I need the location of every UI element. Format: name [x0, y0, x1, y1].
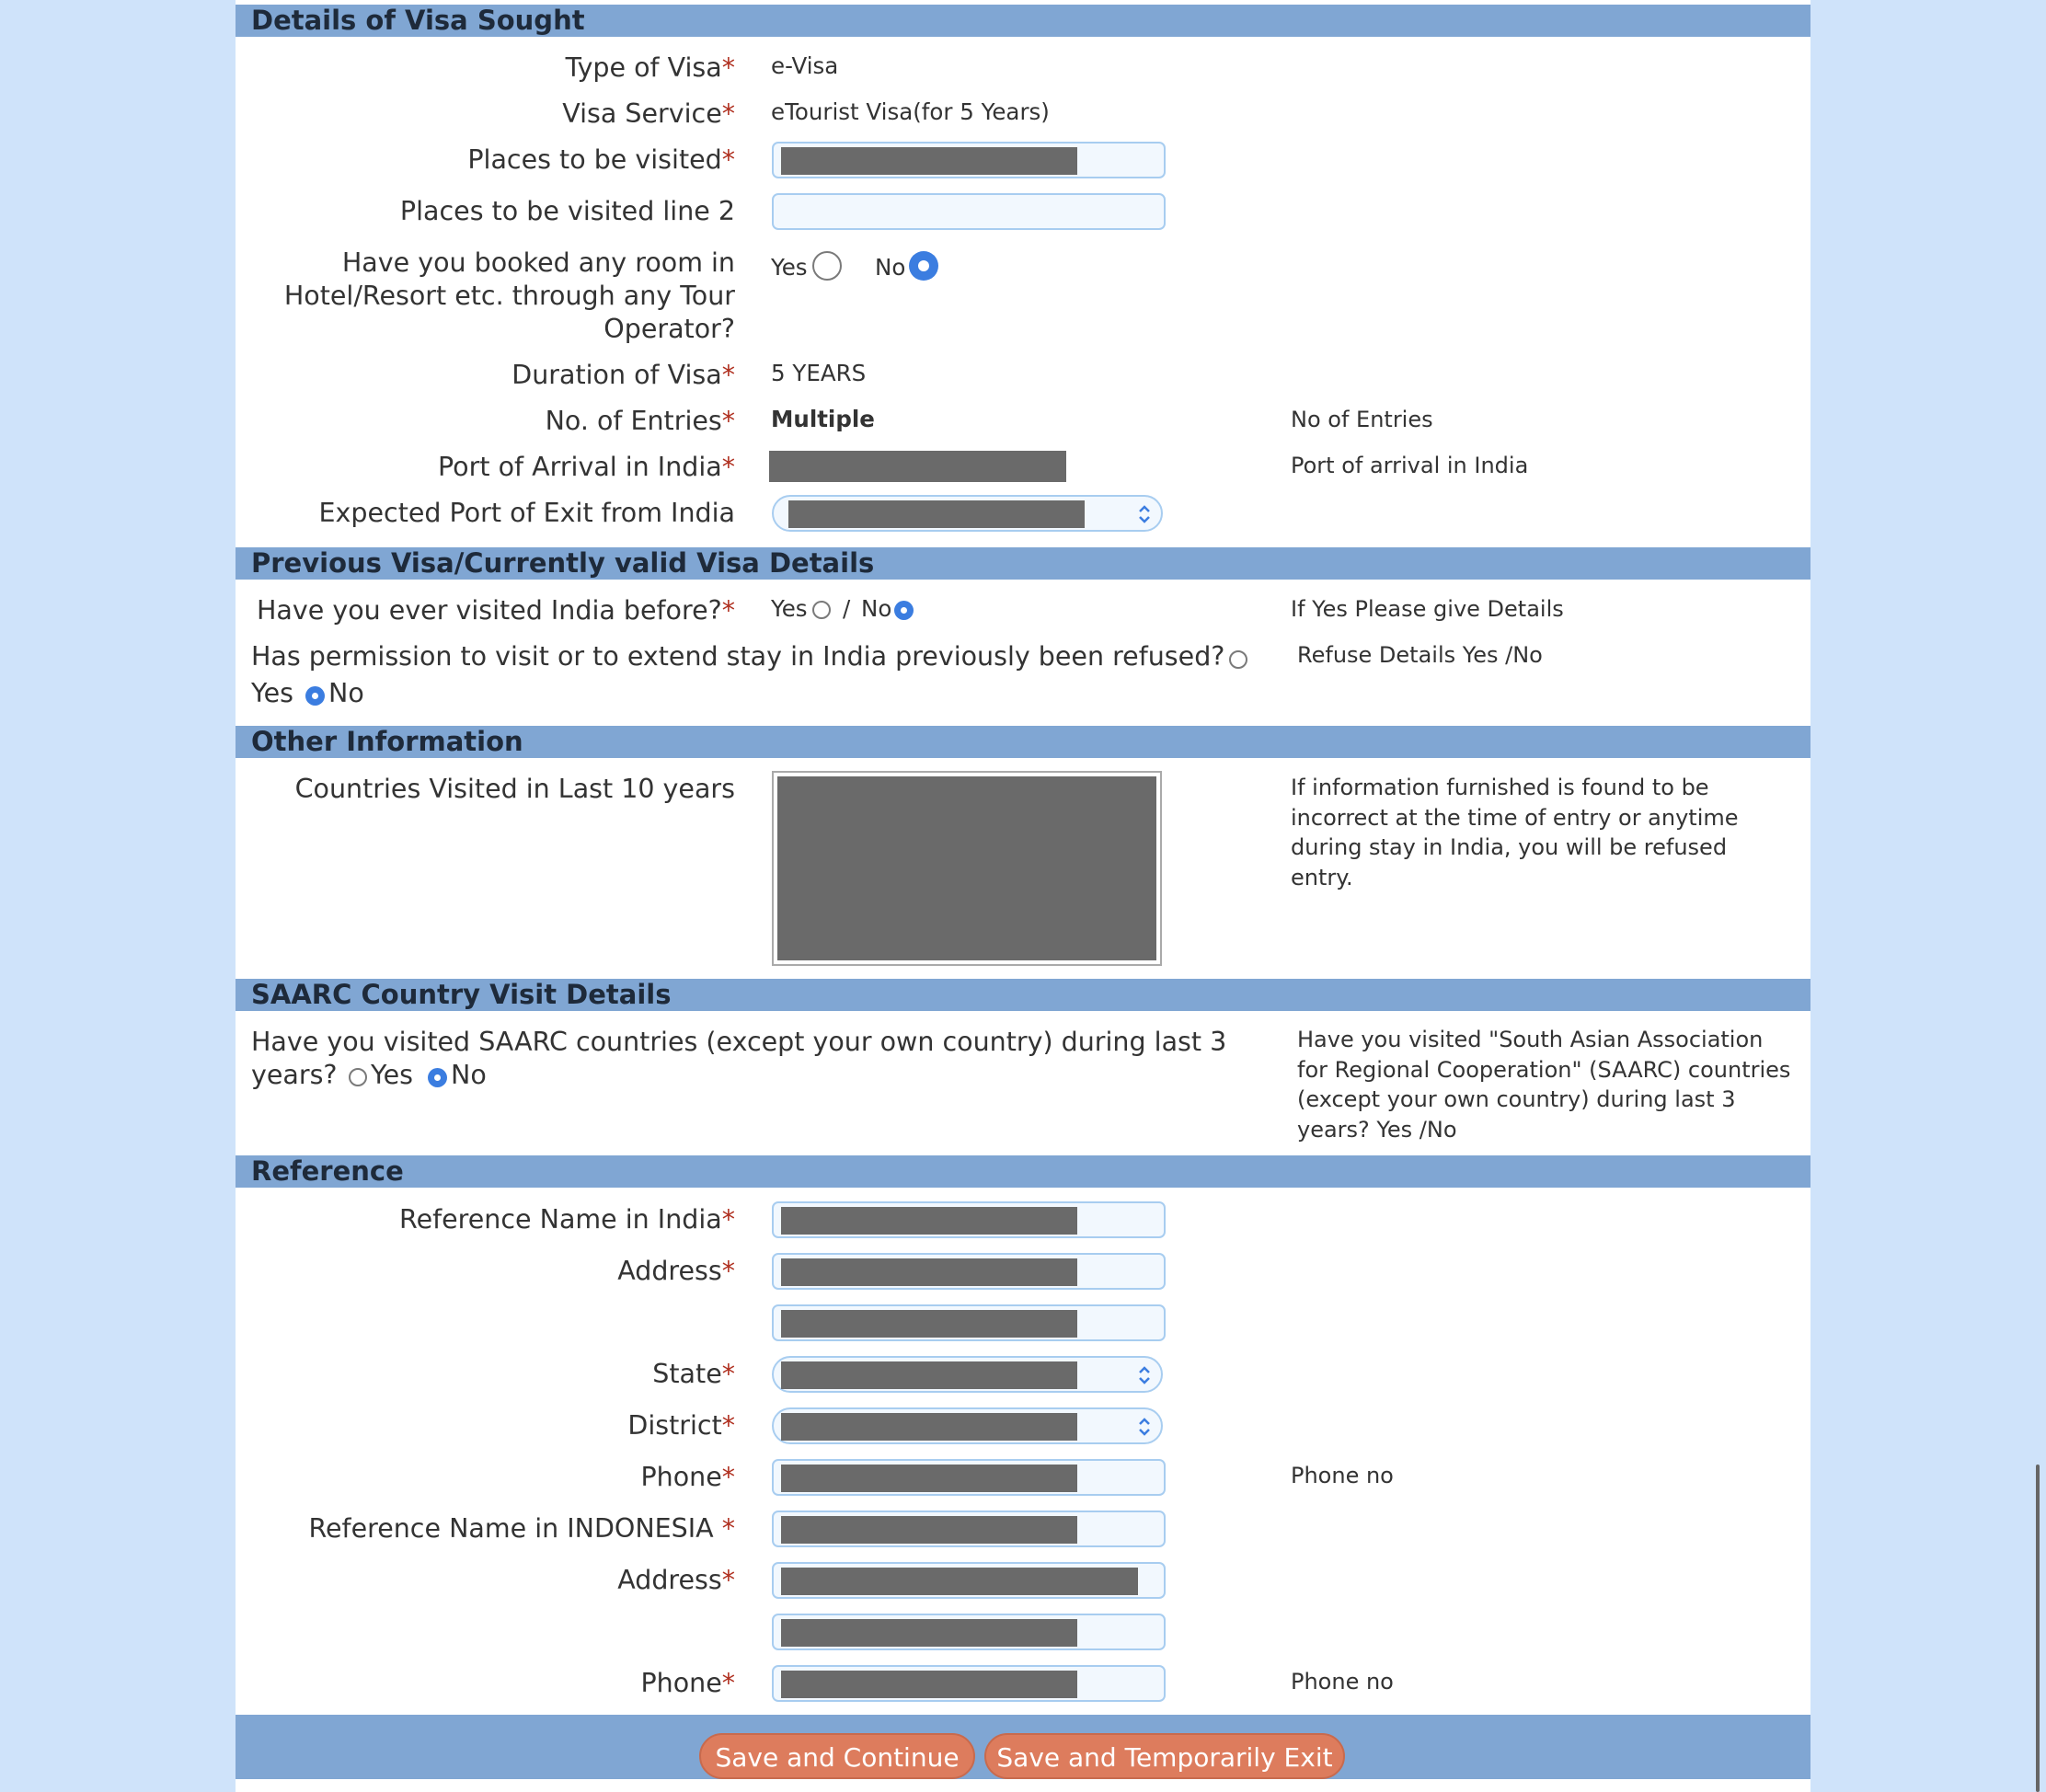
other-info-hint: If information furnished is found to be incorrect at the time of entry or anytime during stay in India, you will be refused entry.: [1291, 775, 1739, 890]
section-header-visa-sought: [236, 5, 1810, 37]
booked-no-radio[interactable]: [909, 251, 938, 281]
section-title: Previous Visa/Currently valid Visa Details: [251, 547, 875, 579]
saarc-yes-label: Yes: [371, 1060, 414, 1090]
chevron-updown-icon: [1135, 502, 1154, 526]
visited-hint: If Yes Please give Details: [1291, 596, 1564, 622]
ref-address2-label: Address*: [617, 1565, 735, 1595]
section-title: Reference: [251, 1155, 404, 1187]
redacted-value: [781, 1516, 1077, 1544]
section-title: Other Information: [251, 726, 523, 757]
ref-phone2-hint: Phone no: [1291, 1669, 1394, 1694]
saarc-question-line1: Have you visited SAARC countries (except your own country) during last 3: [251, 1027, 1227, 1057]
refused-label: Has permission to visit or to extend stay in India previously been refused?: [251, 641, 1225, 672]
countries-visited-textarea[interactable]: [772, 771, 1162, 966]
redacted-value: [781, 1361, 1077, 1389]
duration-value: 5 YEARS: [771, 360, 867, 386]
booked-yes-label: Yes: [771, 254, 808, 281]
saarc-yes-radio[interactable]: [349, 1068, 367, 1086]
ref-state-select[interactable]: [772, 1356, 1163, 1393]
ref-phone-input[interactable]: [772, 1459, 1166, 1496]
saarc-question-line2: years?: [251, 1060, 338, 1090]
form-footer: [236, 1715, 1810, 1779]
application-form: [236, 0, 1810, 1792]
type-of-visa-label: Type of Visa*: [565, 52, 735, 83]
port-exit-label: Expected Port of Exit from India: [318, 498, 735, 528]
saarc-no-radio[interactable]: [428, 1068, 447, 1087]
ref-address2-line2-input[interactable]: [772, 1614, 1166, 1650]
refused-yes-label: Yes: [251, 678, 294, 708]
ref-name-home-input[interactable]: [772, 1511, 1166, 1547]
booked-room-label-line1: Have you booked any room in: [341, 247, 735, 278]
ref-name-india-input[interactable]: [772, 1201, 1166, 1238]
save-continue-button[interactable]: Save and Continue: [699, 1733, 975, 1779]
visited-yes-radio[interactable]: [812, 601, 831, 619]
section-header-saarc: [236, 979, 1810, 1011]
section-header-other-info: [236, 726, 1810, 758]
redacted-value: [788, 500, 1085, 528]
booked-yes-radio[interactable]: [812, 251, 842, 281]
ref-address-label: Address*: [617, 1256, 735, 1286]
saarc-hint: Have you visited "South Asian Association for Regional Cooperation" (SAARC) countries (except your own country) during last 3 years? Yes /No: [1297, 1027, 1791, 1143]
visited-yes-label: Yes: [771, 595, 808, 622]
ref-phone2-input[interactable]: [772, 1665, 1166, 1702]
ref-name-india-label: Reference Name in India*: [399, 1204, 735, 1235]
entries-label: No. of Entries*: [545, 406, 735, 436]
visited-india-label: Have you ever visited India before?*: [257, 595, 735, 626]
redacted-value: [781, 1310, 1077, 1338]
ref-district-select[interactable]: [772, 1407, 1163, 1444]
ref-address2-line1-input[interactable]: [772, 1562, 1166, 1599]
refused-yes-radio[interactable]: [1229, 650, 1247, 669]
ref-state-label: State*: [652, 1359, 735, 1389]
refused-no-label: No: [328, 678, 364, 708]
port-arrival-label: Port of Arrival in India*: [438, 452, 735, 482]
redacted-value: [781, 1619, 1077, 1647]
duration-label: Duration of Visa*: [512, 360, 735, 390]
redacted-value: [781, 1568, 1138, 1595]
redacted-value: [777, 776, 1156, 960]
section-title: Details of Visa Sought: [251, 5, 585, 36]
redacted-value: [781, 1465, 1077, 1492]
port-arrival-value[interactable]: [769, 451, 1066, 482]
ref-phone2-label: Phone*: [640, 1668, 735, 1698]
redacted-value: [781, 1413, 1077, 1441]
section-title: SAARC Country Visit Details: [251, 979, 672, 1010]
chevron-updown-icon: [1135, 1415, 1154, 1439]
places-visited-label: Places to be visited*: [467, 144, 735, 175]
visa-service-value: eTourist Visa(for 5 Years): [771, 98, 1050, 125]
port-arrival-hint: Port of arrival in India: [1291, 453, 1529, 478]
saarc-no-label: No: [451, 1060, 487, 1090]
booked-room-label-line2: Hotel/Resort etc. through any Tour: [283, 281, 735, 311]
section-header-reference: [236, 1155, 1810, 1188]
save-exit-button[interactable]: Save and Temporarily Exit: [984, 1733, 1345, 1779]
visited-separator: /: [843, 595, 851, 622]
visited-no-label: No: [861, 595, 892, 622]
booked-room-label-line3: Operator?: [603, 314, 735, 344]
countries-visited-label: Countries Visited in Last 10 years: [294, 774, 735, 804]
places-visited-line2-input[interactable]: [772, 193, 1166, 230]
booked-no-label: No: [875, 254, 906, 281]
redacted-value: [781, 147, 1077, 175]
places-visited-line2-label: Places to be visited line 2: [399, 196, 735, 226]
scrollbar-thumb[interactable]: [2036, 1465, 2040, 1792]
ref-phone-hint: Phone no: [1291, 1463, 1394, 1488]
entries-value: Multiple: [771, 406, 875, 432]
refused-no-radio[interactable]: [305, 686, 325, 706]
port-exit-select[interactable]: [772, 495, 1163, 532]
visited-no-radio[interactable]: [894, 601, 914, 620]
places-visited-input[interactable]: [772, 142, 1166, 178]
type-of-visa-value: e-Visa: [771, 52, 839, 79]
visa-service-label: Visa Service*: [562, 98, 735, 129]
entries-hint: No of Entries: [1291, 407, 1433, 432]
ref-district-label: District*: [627, 1410, 735, 1441]
ref-address-line2-input[interactable]: [772, 1304, 1166, 1341]
section-header-previous-visa: [236, 547, 1810, 580]
redacted-value: [781, 1207, 1077, 1235]
ref-address-line1-input[interactable]: [772, 1253, 1166, 1290]
redacted-value: [781, 1671, 1077, 1698]
chevron-updown-icon: [1135, 1363, 1154, 1387]
redacted-value: [781, 1258, 1077, 1286]
ref-name-home-label: Reference Name in INDONESIA *: [308, 1513, 735, 1544]
refused-hint: Refuse Details Yes /No: [1297, 642, 1543, 668]
ref-phone-label: Phone*: [640, 1462, 735, 1492]
